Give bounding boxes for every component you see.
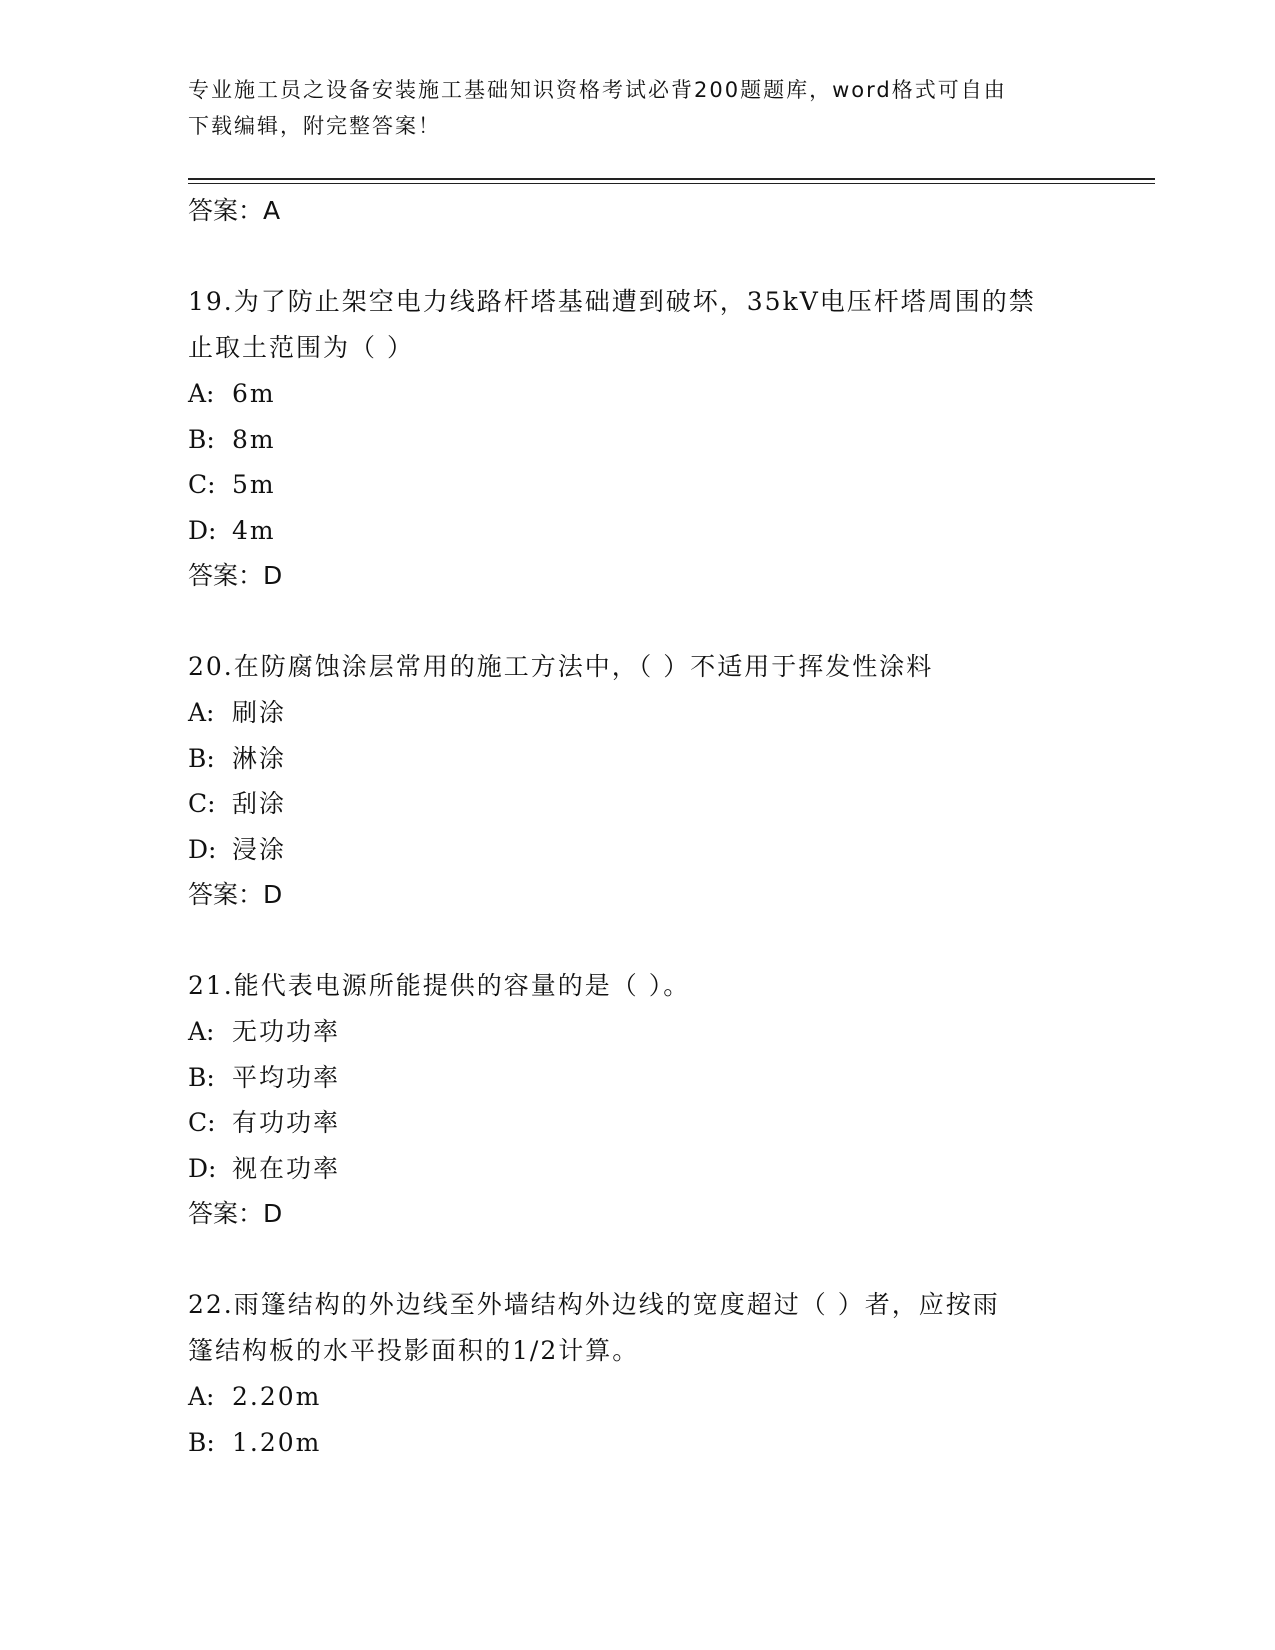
option-b — [188, 1055, 1088, 1101]
document-body — [188, 188, 1088, 1465]
option-text: 浸涂 — [232, 834, 287, 864]
header-divider — [188, 178, 1155, 180]
option-a — [188, 371, 1088, 417]
question-20 — [188, 644, 1088, 917]
question-text: 篷结构板的水平投影面积的1/2计算。 — [188, 1336, 640, 1365]
option-text: 视在功率 — [232, 1153, 341, 1183]
option-key: D: — [188, 834, 217, 864]
option-text: 有功功率 — [232, 1108, 341, 1137]
option-text: 刮涂 — [232, 789, 287, 818]
option-key: D: — [188, 1153, 217, 1183]
option-text: 刷涂 — [232, 698, 287, 727]
question-text: 19.为了防止架空电力线路杆塔基础遭到破坏，35kV电压杆塔周围的禁 — [188, 287, 1036, 316]
option-key: A: — [188, 1017, 215, 1046]
option-key: B: — [188, 424, 215, 454]
option-key: A: — [188, 379, 215, 408]
option-key: A: — [188, 698, 215, 727]
question-text: 止取土范围为（ ） — [188, 333, 414, 362]
option-key: B: — [188, 1062, 215, 1092]
option-key: C: — [188, 1108, 216, 1137]
option-d — [188, 1146, 1088, 1192]
option-c — [188, 1100, 1088, 1146]
question-text: 21.能代表电源所能提供的容量的是（ ）。 — [188, 971, 691, 1000]
answer-line: 答案：A — [188, 196, 281, 225]
option-text: 5m — [232, 470, 276, 499]
option-text: 1.20m — [232, 1427, 322, 1457]
option-text: 平均功率 — [232, 1062, 341, 1092]
header-line: 专业施工员之设备安装施工基础知识资格考试必背200题题库，word格式可自由 — [188, 78, 1007, 102]
question-22 — [188, 1282, 1088, 1465]
option-b — [188, 1420, 1088, 1466]
question-text: 22.雨篷结构的外边线至外墙结构外边线的宽度超过（ ）者，应按雨 — [188, 1290, 1000, 1319]
question-text: 20.在防腐蚀涂层常用的施工方法中，（ ）不适用于挥发性涂料 — [188, 652, 934, 681]
option-text: 无功功率 — [232, 1017, 341, 1046]
option-b — [188, 736, 1088, 782]
question-19 — [188, 279, 1088, 598]
option-a — [188, 690, 1088, 736]
answer-line: 答案：D — [188, 1199, 283, 1228]
option-key: C: — [188, 470, 216, 499]
option-key: B: — [188, 743, 215, 773]
option-a — [188, 1374, 1088, 1420]
option-text: 淋涂 — [232, 743, 287, 773]
header-divider-thin — [188, 183, 1155, 184]
option-text: 8m — [232, 424, 276, 454]
option-key: A: — [188, 1382, 215, 1411]
header-line: 下载编辑，附完整答案！ — [188, 114, 441, 138]
option-key: C: — [188, 789, 216, 818]
option-c — [188, 462, 1088, 508]
answer-line: 答案：D — [188, 880, 283, 909]
option-text: 6m — [232, 379, 276, 408]
document-header — [188, 72, 1088, 144]
option-d — [188, 827, 1088, 873]
option-text: 4m — [232, 515, 276, 545]
answer-line: 答案：D — [188, 561, 283, 590]
option-key: B: — [188, 1427, 215, 1457]
option-c — [188, 781, 1088, 827]
option-key: D: — [188, 515, 217, 545]
option-b — [188, 417, 1088, 463]
question-21 — [188, 963, 1088, 1236]
option-d — [188, 508, 1088, 554]
option-a — [188, 1009, 1088, 1055]
option-text: 2.20m — [232, 1382, 322, 1411]
